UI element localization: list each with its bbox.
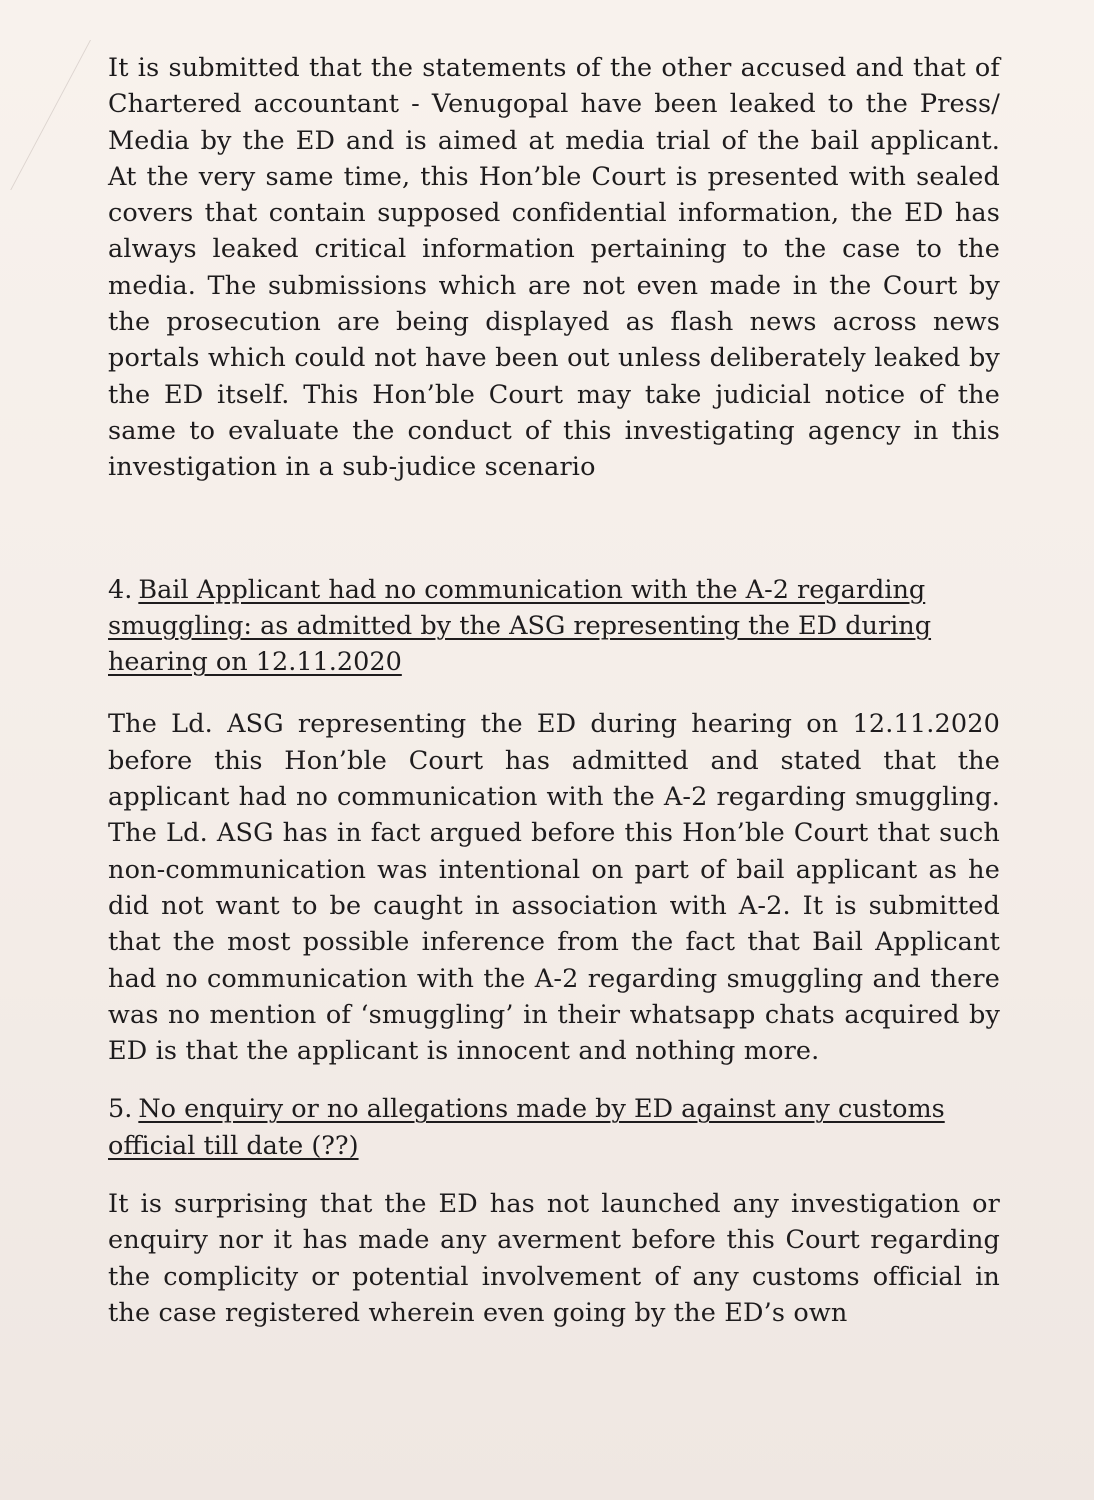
section-4-title: Bail Applicant had no communication with the A-2 regarding smuggling: as admitted by the ASG representing the ED during hearing on 12.11.2020 bbox=[108, 574, 932, 678]
section-5-heading bbox=[108, 1091, 1000, 1164]
section-5-number: 5. bbox=[108, 1094, 133, 1125]
section-5-title: No enquiry or no allegations made by ED against any customs official till date (??) bbox=[108, 1094, 945, 1161]
paper-fold-line bbox=[0, 40, 91, 190]
paragraph-media-leak: It is submitted that the statements of the other accused and that of Chartered accountant - Venugopal have been leaked to the Press/ Media by the ED and is aimed at media trial of the bail applicant. At the very same time, this Hon’ble Court is presented with sealed covers that contain supposed confidential information, the ED has always leaked critical information pertaining to the case to the media. The submissions which are not even made in the Court by the prosecution are being displayed as flash news across news portals which could not have been out unless deliberately leaked by the ED itself. This Hon’ble Court may take judicial notice of the same to evaluate the conduct of this investigating agency in this investigation in a sub-judice scenario bbox=[108, 53, 1000, 483]
section-4-heading bbox=[108, 572, 1000, 681]
section-4-body: The Ld. ASG representing the ED during hearing on 12.11.2020 before this Hon’ble Court has admitted and stated that the applicant had no communication with the A-2 regarding smuggling. The Ld. ASG has in fact argued before this Hon’ble Court that such non-communication was intentional on part of bail applicant as he did not want to be caught in association with A-2. It is submitted that the most possible inference from the fact that Bail Applicant had no communication with the A-2 regarding smuggling and there was no mention of ‘smuggling’ in their whatsapp chats acquired by ED is that the applicant is innocent and nothing more. bbox=[108, 709, 1000, 1067]
document-body bbox=[108, 50, 1000, 1331]
section-5-body: It is surprising that the ED has not launched any investigation or enquiry nor it has made any averment before this Court regarding the complicity or potential involvement of any customs official in the case registered wherein even going by the ED’s own bbox=[108, 1189, 1000, 1328]
section-4-number: 4. bbox=[108, 574, 133, 605]
